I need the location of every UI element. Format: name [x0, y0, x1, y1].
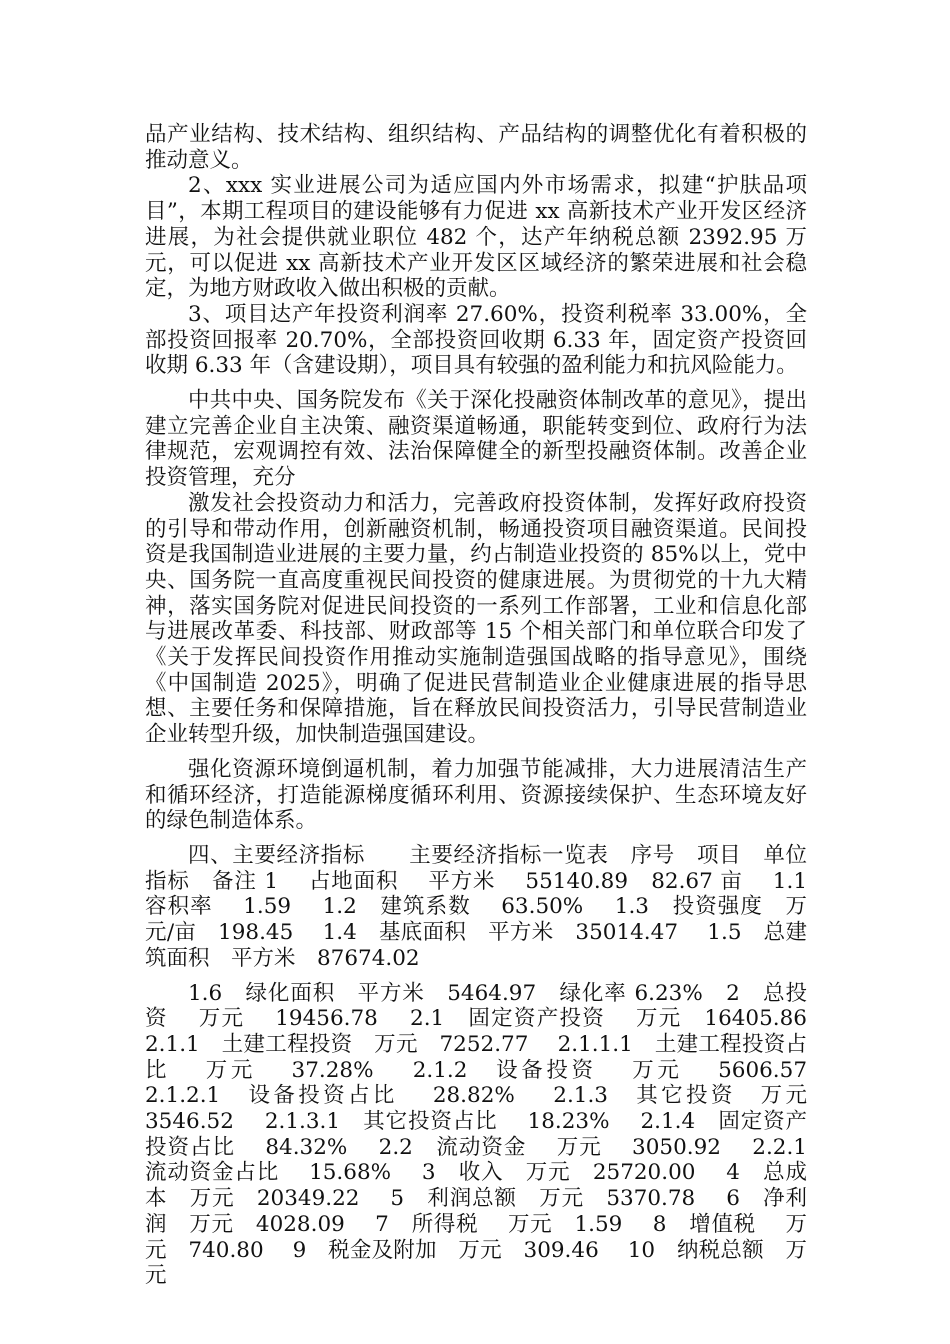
- paragraph-green-manufacturing: 强化资源环境倒逼机制，着力加强节能减排，大力进展清洁生产和循环经济，打造能源梯度循环利用、资源接续保护、生态环境友好的绿色制造体系。: [145, 756, 807, 834]
- paragraph-investment-returns: 3、项目达产年投资利润率 27.60%，投资利税率 33.00%，全部投资回报率 20.70%，全部投资回收期 6.33 年，固定资产投资回收期 6.33 年（含建设期），项目具有较强的盈利能力和抗风险能力。: [145, 301, 807, 379]
- paragraph-investment-reform: 中共中央、国务院发布《关于深化投融资体制改革的意见》，提出建立完善企业自主决策、融资渠道畅通，职能转变到位、政府行为法律规范，宏观调控有效、法治保障健全的新型投融资体制。改善企业投资管理，充分: [145, 388, 807, 491]
- document-page: [145, 122, 836, 1289]
- paragraph-economic-indicators-heading: 四、主要经济指标 主要经济指标一览表 序号 项目 单位 指标 备注 1 占地面积 平方米 55140.89 82.67 亩 1.1 容积率 1.59 1.2 建筑系数 63.50% 1.3 投资强度 万元/亩 198.45 1.4 基底面积 平方米 35014.47 1.5 总建筑面积 平方米 87674.02: [145, 842, 836, 971]
- paragraph-economic-indicators-table: 1.6 绿化面积 平方米 5464.97 绿化率 6.23% 2 总投资 万元 19456.78 2.1 固定资产投资 万元 16405.86 2.1.1 土建工程投资 万元 7252.77 2.1.1.1 土建工程投资占比 万元 37.28% 2.1.2 设备投资 万元 5606.57 2.1.2.1 设备投资占比 28.82% 2.1.3 其它投资 万元 3546.52 2.1.3.1 其它投资占比 18.23% 2.1.4 固定资产投资占比 84.32% 2.2 流动资金 万元 3050.92 2.2.1 流动资金占比 15.68% 3 收入 万元 25720.00 4 总成本 万元 20349.22 5 利润总额 万元 5370.78 6 净利润 万元 4028.09 7 所得税 万元 1.59 8 增值税 万元 740.80 9 税金及附加 万元 309.46 10 纳税总额 万元: [145, 980, 829, 1289]
- paragraph-project-benefits: 2、xxx 实业进展公司为适应国内外市场需求，拟建“护肤品项目”，本期工程项目的建设能够有力促进 xx 高新技术产业开发区经济进展，为社会提供就业职位 482 个，达产年纳税总额 2392.95 万元，可以促进 xx 高新技术产业开发区区域经济的繁荣进展和社会稳定，为地方财政收入做出积极的贡献。: [145, 173, 807, 302]
- paragraph-product-structure: 品产业结构、技术结构、组织结构、产品结构的调整优化有着积极的推动意义。: [145, 122, 807, 173]
- paragraph-private-investment: 激发社会投资动力和活力，完善政府投资体制，发挥好政府投资的引导和带动作用，创新融资机制，畅通投资项目融资渠道。民间投资是我国制造业进展的主要力量，约占制造业投资的 85%以上，党中央、国务院一直高度重视民间投资的健康进展。为贯彻党的十九大精神，落实国务院对促进民间投资的一系列工作部署，工业和信息化部与进展改革委、科技部、财政部等 15 个相关部门和单位联合印发了《关于发挥民间投资作用推动实施制造强国战略的指导意见》，围绕《中国制造 2025》，明确了促进民营制造业企业健康进展的指导思想、主要任务和保障措施，旨在释放民间投资活力，引导民营制造业企业转型升级，加快制造强国建设。: [145, 490, 807, 748]
